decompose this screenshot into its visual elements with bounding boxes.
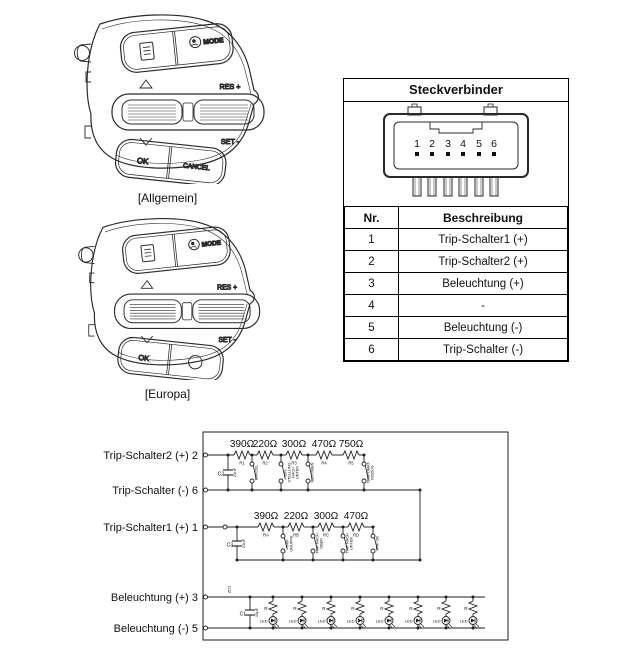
rotated-label: TRIP NACH [315, 533, 320, 554]
steering-remote-drawing-allgemein [55, 8, 280, 184]
led-triangle [329, 619, 333, 623]
mount-clip-icon [79, 248, 93, 262]
wire [363, 624, 366, 627]
table-row [345, 229, 568, 251]
rotated-label: UNTEN [349, 536, 354, 551]
rotated-label: TEMPOMAT- [366, 461, 371, 484]
label: R [437, 606, 441, 611]
led-triangle [444, 619, 448, 623]
rocker-right-pad [194, 100, 254, 124]
wire [449, 624, 452, 627]
junction-dot [330, 627, 333, 630]
figure-allgemein [55, 8, 280, 205]
label: LED [346, 618, 355, 624]
label: Trip-Schalter (-) 6 [112, 485, 198, 497]
resistor [469, 601, 477, 614]
junction-dot [272, 627, 275, 630]
cell-nr: 5 [345, 317, 399, 339]
wire [392, 624, 395, 627]
cell-desc: Beleuchtung (-) [399, 317, 568, 339]
terminal-circle [204, 488, 208, 492]
label: 470Ω [311, 439, 337, 450]
rotated-label: OBEN [319, 538, 324, 549]
terminal-circle [223, 525, 227, 529]
label: LED [259, 618, 268, 624]
label: R [464, 606, 468, 611]
resistor [234, 451, 250, 459]
figure-europa [55, 212, 280, 401]
resistor [316, 451, 332, 459]
terminal-circle [311, 534, 315, 538]
table-row [345, 339, 568, 361]
wire [276, 624, 279, 627]
wire [476, 624, 479, 627]
junction-dot [249, 627, 252, 630]
resistor [269, 601, 277, 614]
rotated-label: TRIP [285, 539, 290, 548]
rotated-label: 22nF [241, 538, 246, 549]
label: R1 [239, 460, 245, 466]
resistor [257, 451, 273, 459]
rotated-label: TRIP OK [375, 535, 380, 552]
terminal-circle [204, 595, 208, 599]
label: R [293, 606, 297, 611]
menu-book-icon [141, 244, 155, 261]
terminal-circle [371, 549, 375, 553]
label: 220Ω [252, 439, 278, 450]
top-button-group [121, 226, 231, 275]
connector-drawing-cell [344, 102, 568, 206]
label: 750Ω [338, 439, 364, 450]
rotated-label: 22nF [232, 467, 237, 478]
terminal-circle [204, 626, 208, 630]
rocker-right-pad [193, 300, 250, 323]
cell-desc: Beleuchtung (+) [399, 273, 568, 295]
label: LED [375, 618, 384, 624]
label: Beleuchtung (+) 3 [110, 592, 198, 604]
rocker-group [112, 80, 264, 146]
res-label: RES + [219, 82, 241, 91]
terminal-circle [371, 534, 375, 538]
junction-dot [417, 627, 420, 630]
connector-pin-pads [415, 152, 496, 156]
pin-number: 5 [476, 138, 482, 150]
top-button-group [119, 22, 235, 73]
label: Beleuchtung (-) 5 [113, 623, 198, 635]
terminal-circle [204, 525, 208, 529]
junction-dot [388, 627, 391, 630]
wire [305, 624, 308, 627]
label: LED [432, 618, 441, 624]
set-label: SET - [218, 336, 236, 344]
up-arrow-icon [141, 281, 152, 289]
mode-icon [188, 239, 200, 251]
cell-nr: 6 [345, 339, 399, 361]
label: 390Ω [229, 439, 255, 450]
terminal-circle [279, 479, 283, 483]
rotated-label: CANCEL [254, 464, 259, 481]
ok-button-label: OK [137, 353, 150, 364]
label: 300Ω [313, 511, 339, 522]
rotated-label: NACH [291, 467, 296, 478]
terminal-circle [341, 534, 345, 538]
cancel-button-label: CANCEL [182, 162, 211, 173]
mode-label: MODE [203, 37, 225, 47]
pin-number: 2 [429, 138, 435, 150]
resistor [318, 523, 334, 531]
set-label: SET - [220, 137, 240, 146]
rotated-label: UNTEN [295, 465, 300, 480]
rotated-label: MODUS [370, 465, 375, 480]
figure-caption-europa: [Europa] [144, 387, 191, 401]
label: LED [317, 618, 326, 624]
steering-remote-drawing-europa [55, 212, 280, 380]
pin-number: 1 [414, 138, 420, 150]
rocker-left-pad [124, 300, 181, 323]
wire [421, 624, 424, 627]
resistor [356, 601, 364, 614]
connector-prongs [413, 177, 498, 196]
bottom-button-group [114, 138, 227, 184]
junction-dot [301, 627, 304, 630]
resistor [385, 601, 393, 614]
pin-number: 6 [491, 138, 497, 150]
label: 220Ω [283, 511, 309, 522]
terminal-circle [306, 462, 310, 466]
res-label: RES + [217, 284, 238, 292]
mount-clip-icon [75, 46, 90, 61]
resistor [298, 601, 306, 614]
label: RD [352, 532, 360, 538]
resistor [288, 523, 304, 531]
terminal-circle [311, 549, 315, 553]
label: R [322, 606, 326, 611]
label: 300Ω [281, 439, 307, 450]
connector-panel [343, 78, 569, 362]
label: C3 [226, 542, 233, 549]
menu-book-icon [140, 42, 155, 60]
rotated-label: 10μF [254, 607, 259, 618]
resistor [348, 523, 364, 531]
cell-nr: 2 [345, 251, 399, 273]
label: R [351, 606, 355, 611]
mode-label: MODE [201, 239, 222, 249]
label: 470Ω [343, 511, 369, 522]
terminal-circle [250, 479, 254, 483]
connector-panel-title: Steckverbinder [344, 79, 568, 102]
terminal-circle [341, 549, 345, 553]
circuit-schematic [85, 428, 515, 653]
connector-drawing [344, 102, 568, 206]
table-row [345, 273, 568, 295]
rocker-group [115, 281, 260, 344]
label: 390Ω [253, 511, 279, 522]
rotated-label: TRIP NACH [345, 533, 350, 554]
label: R [409, 606, 413, 611]
pin-number: 4 [460, 138, 466, 150]
rotated-label: GRUPPE [289, 535, 294, 552]
terminal-circle [250, 462, 254, 466]
terminal-circle [306, 479, 310, 483]
rotated-label: RES OBEN [310, 462, 315, 483]
col-header-beschreibung: Beschreibung [399, 207, 568, 229]
cell-desc: Trip-Schalter2 (+) [399, 251, 568, 273]
label: Trip-Schalter1 (+) 1 [103, 522, 198, 534]
label: C1 [239, 611, 246, 618]
label: R [380, 606, 384, 611]
label: R4 [321, 460, 327, 466]
terminal-circle [281, 534, 285, 538]
resistor [442, 601, 450, 614]
connector-pin-numbers [414, 138, 497, 150]
rotated-label: STELLUNG [287, 462, 292, 483]
connector-shell [384, 114, 528, 177]
label: Trip-Schalter2 (+) 2 [103, 450, 198, 462]
resistor [414, 601, 422, 614]
resistor [286, 451, 302, 459]
rotated-label: EIN- [283, 468, 288, 477]
led-triangle [416, 619, 420, 623]
led-triangle [358, 619, 362, 623]
led-triangle [387, 619, 391, 623]
pin-number: 3 [445, 138, 451, 150]
label: RA [263, 532, 269, 538]
junction-dot [419, 489, 422, 492]
label: RB [293, 532, 299, 538]
rocker-left-pad [122, 100, 182, 124]
bottom-button-group [116, 336, 224, 380]
cell-nr: 1 [345, 229, 399, 251]
terminal-circle [362, 462, 366, 466]
cell-desc: - [399, 295, 568, 317]
resistor [258, 523, 274, 531]
label: C2 [217, 471, 224, 478]
label: RC [322, 532, 330, 538]
led-triangle [471, 619, 475, 623]
cell-nr: 3 [345, 273, 399, 295]
label: LED [404, 618, 413, 624]
wire [334, 624, 337, 627]
table-header-row [345, 207, 568, 229]
label: R5 [348, 460, 354, 466]
terminal-circle [204, 453, 208, 457]
up-arrow-icon [140, 80, 152, 88]
junction-dot [472, 627, 475, 630]
label: LED [459, 618, 468, 624]
rotated-label: ZD1 [226, 585, 232, 594]
cell-desc: Trip-Schalter1 (+) [399, 229, 568, 251]
resistor [327, 601, 335, 614]
circuit-schematic-svg [85, 428, 515, 653]
label: R [264, 606, 268, 611]
table-row [345, 317, 568, 339]
led-triangle [271, 619, 275, 623]
label: LED [288, 618, 297, 624]
connector-notch [430, 122, 482, 133]
junction-dot [359, 627, 362, 630]
resistor [343, 451, 359, 459]
led-triangle [300, 619, 304, 623]
figure-caption-allgemein: [Allgemein] [137, 191, 198, 205]
label: R2 [262, 460, 268, 466]
cell-nr: 4 [345, 295, 399, 317]
table-row [345, 295, 568, 317]
col-header-nr: Nr. [345, 207, 399, 229]
terminal-circle [362, 479, 366, 483]
junction-dot [445, 627, 448, 630]
ok-button-label: OK [136, 156, 149, 167]
pin-description-table [344, 206, 568, 361]
terminal-circle [279, 462, 283, 466]
table-row [345, 251, 568, 273]
cell-desc: Trip-Schalter (-) [399, 339, 568, 361]
mode-icon [189, 36, 201, 48]
terminal-circle [281, 549, 285, 553]
label: R3 [291, 460, 297, 466]
